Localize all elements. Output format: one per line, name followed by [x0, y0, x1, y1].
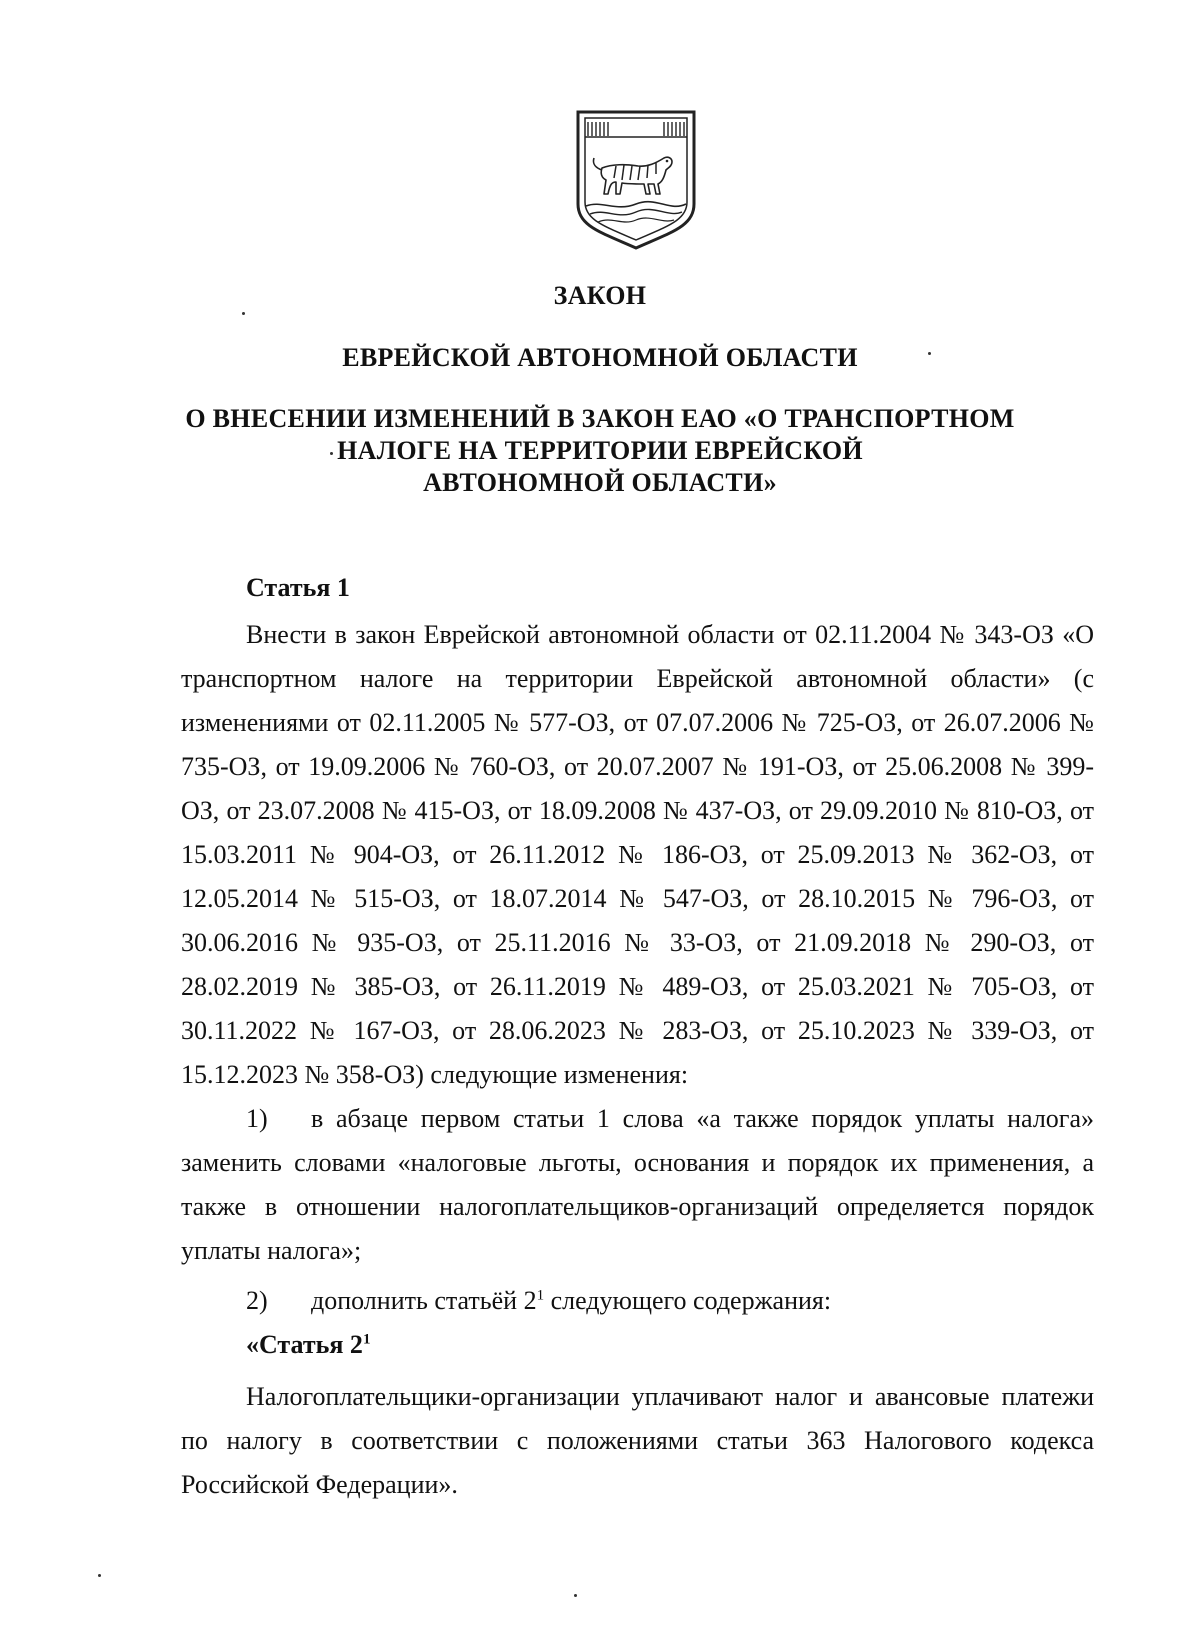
item-2-number: 2) — [246, 1286, 268, 1315]
new-article-superscript: 1 — [362, 1331, 371, 1348]
new-article-heading — [181, 1323, 1094, 1367]
law-title-line-3: АВТОНОМНОЙ ОБЛАСТИ» — [423, 468, 777, 497]
item-2-superscript: 1 — [536, 1287, 545, 1304]
scan-speck — [242, 312, 245, 315]
item-1-number: 1) — [246, 1104, 268, 1133]
new-article-text: Налогоплательщики-организации уплачивают налог и авансовые платежи по налогу в соответствии с положениями статьи 363 Налогового кодекса Российской Федерации». — [181, 1382, 1094, 1499]
amendment-item-1 — [181, 1097, 1094, 1273]
item-1-text: в абзаце первом статьи 1 слова «а также порядок уплаты налога» заменить словами «налоговые льготы, основания и порядок их применения, а также в отношении налогоплательщиков-организаций определяется порядок уплаты налога»; — [181, 1104, 1094, 1265]
scan-speck — [574, 1594, 577, 1597]
scan-speck — [330, 452, 333, 455]
scan-speck — [928, 352, 931, 355]
amendment-item-2 — [181, 1279, 1094, 1323]
item-2-text-before: дополнить статьёй 2 — [311, 1286, 537, 1315]
region-label: ЕВРЕЙСКОЙ АВТОНОМНОЙ ОБЛАСТИ — [342, 343, 858, 372]
law-title-line-1: О ВНЕСЕНИИ ИЗМЕНЕНИЙ В ЗАКОН ЕАО «О ТРАНСПОРТНОМ — [185, 404, 1015, 433]
article-1-heading: Статья 1 — [246, 573, 350, 602]
article-1-body — [181, 613, 1094, 1507]
scan-speck — [98, 1574, 101, 1577]
law-title — [150, 403, 1050, 499]
law-label: ЗАКОН — [553, 281, 647, 310]
law-title-line-2: НАЛОГЕ НА ТЕРРИТОРИИ ЕВРЕЙСКОЙ — [337, 436, 863, 465]
new-article-heading-text: «Статья 2 — [246, 1330, 363, 1359]
article-1-intro: Внести в закон Еврейской автономной области от 02.11.2004 № 343-ОЗ «О транспортном налоге на территории Еврейской автономной области» (с изменениями от 02.11.2005 № 577-ОЗ, от 07.07.2006 № 725-ОЗ, от 26.07.2006 № 735-ОЗ, от 19.09.2006 № 760-ОЗ, от 20.07.2007 № 191-ОЗ, от 25.06.2008 № 399-ОЗ, от 23.07.2008 № 415-ОЗ, от 18.09.2008 № 437-ОЗ, от 29.09.2010 № 810-ОЗ, от 15.03.2011 № 904-ОЗ, от 26.11.2012 № 186-ОЗ, от 25.09.2013 № 362-ОЗ, от 12.05.2014 № 515-ОЗ, от 18.07.2014 № 547-ОЗ, от 28.10.2015 № 796-ОЗ, от 30.06.2016 № 935-ОЗ, от 25.11.2016 № 33-ОЗ, от 21.09.2018 № 290-ОЗ, от 28.02.2019 № 385-ОЗ, от 26.11.2019 № 489-ОЗ, от 25.03.2021 № 705-ОЗ, от 30.11.2022 № 167-ОЗ, от 28.06.2023 № 283-ОЗ, от 25.10.2023 № 339-ОЗ, от 15.12.2023 № 358-ОЗ) следующие изменения: — [181, 620, 1094, 1089]
item-2-text-after: следующего содержания: — [544, 1286, 832, 1315]
coat-of-arms-tiger-icon — [572, 108, 700, 250]
